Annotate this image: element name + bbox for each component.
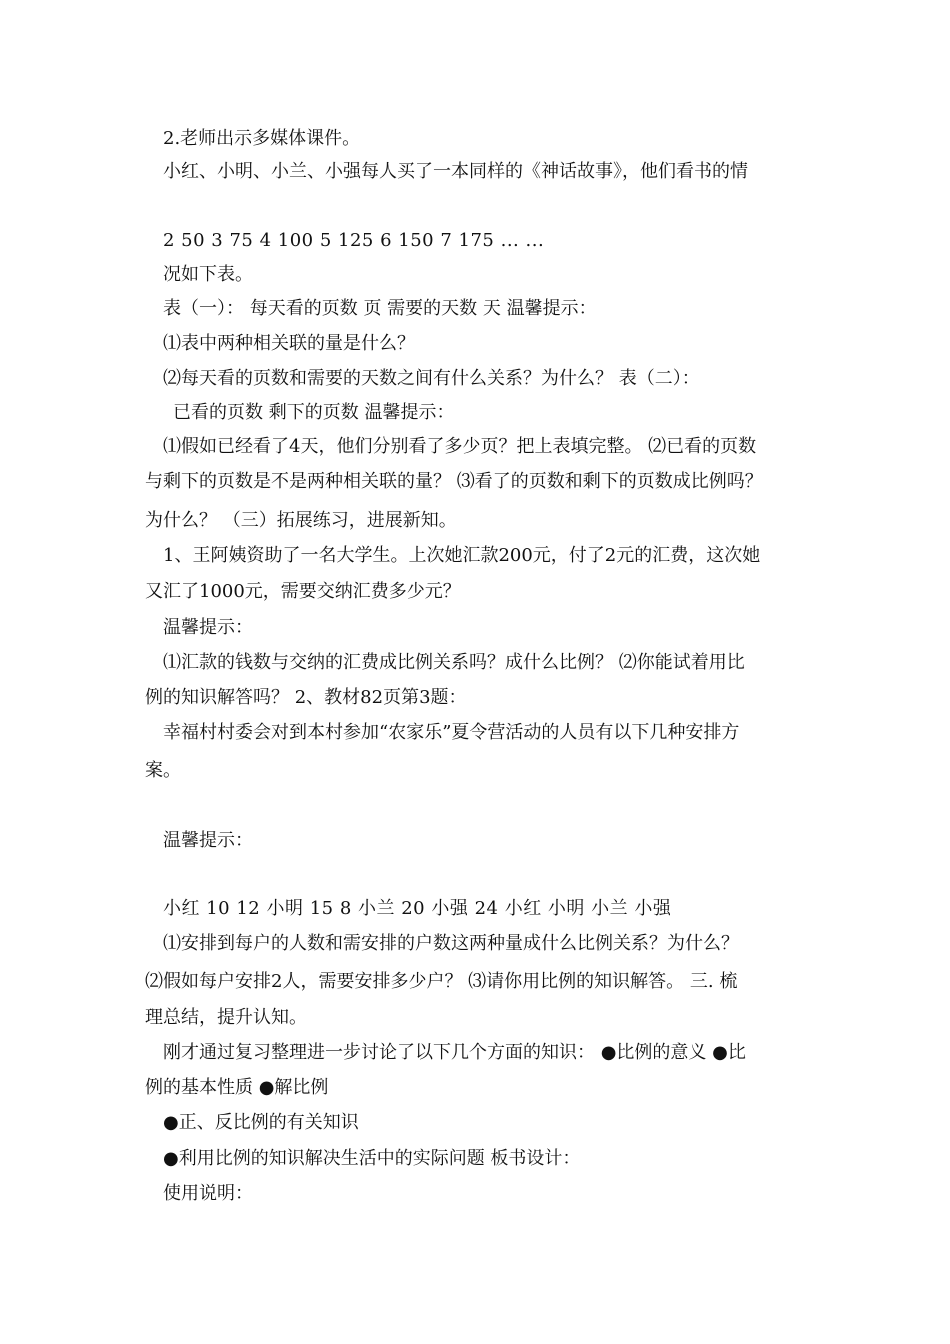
text-line-28: 使用说明： [163,1183,253,1204]
text-line-10: 与剩下的页数是不是两种相关联的量？ ⑶看了的页数和剩下的页数成比例吗？ [145,471,763,492]
text-line-22: ⑵假如每户安排2人，需要安排多少户？ ⑶请你用比例的知识解答。 三. 梳 [145,971,738,992]
text-line-2: 小红、小明、小兰、小强每人买了一本同样的《神话故事》，他们看书的情 [163,161,748,182]
text-line-17: 幸福村村委会对到本村参加“农家乐”夏令营活动的人员有以下几种安排方 [163,722,740,743]
text-line-24: 刚才通过复习整理进一步讨论了以下几个方面的知识： ●比例的意义 ●比 [163,1042,746,1063]
text-line-23: 理总结，提升认知。 [145,1007,307,1028]
text-line-16: 例的知识解答吗？ 2、教材82页第3题： [145,687,467,708]
text-line-15: ⑴汇款的钱数与交纳的汇费成比例关系吗？成什么比例？ ⑵你能试着用比 [163,652,745,673]
text-line-20-table: 小红 10 12 小明 15 8 小兰 20 小强 24 小红 小明 小兰 小强 [163,898,672,919]
text-line-19: 温馨提示： [163,830,253,851]
text-line-4: 况如下表。 [163,264,253,285]
text-line-18: 案。 [145,760,181,781]
text-line-12: 1、王阿姨资助了一名大学生。上次她汇款200元，付了2元的汇费，这次她 [163,545,761,566]
text-line-1: 2.老师出示多媒体课件。 [163,128,361,149]
text-line-5: 表（一）： 每天看的页数 页 需要的天数 天 温馨提示： [163,298,597,319]
text-line-26: ●正、反比例的有关知识 [163,1112,359,1133]
text-line-21: ⑴安排到每户的人数和需安排的户数这两种量成什么比例关系？为什么？ [163,933,739,954]
text-line-8: 已看的页数 剩下的页数 温馨提示： [173,402,455,423]
text-line-11: 为什么？ （三）拓展练习，进展新知。 [145,510,457,531]
text-line-6: ⑴表中两种相关联的量是什么？ [163,333,415,354]
text-line-27: ●利用比例的知识解决生活中的实际问题 板书设计： [163,1148,581,1169]
text-line-3-numbers: 2 50 3 75 4 100 5 125 6 150 7 175 ... ... [163,230,545,251]
text-line-9: ⑴假如已经看了4天，他们分别看了多少页？把上表填完整。 ⑵已看的页数 [163,436,757,457]
text-line-13: 又汇了1000元，需要交纳汇费多少元？ [145,581,461,602]
text-line-14: 温馨提示： [163,617,253,638]
text-line-25: 例的基本性质 ●解比例 [145,1077,329,1098]
text-line-7: ⑵每天看的页数和需要的天数之间有什么关系？为什么？ 表（二）： [163,368,700,389]
